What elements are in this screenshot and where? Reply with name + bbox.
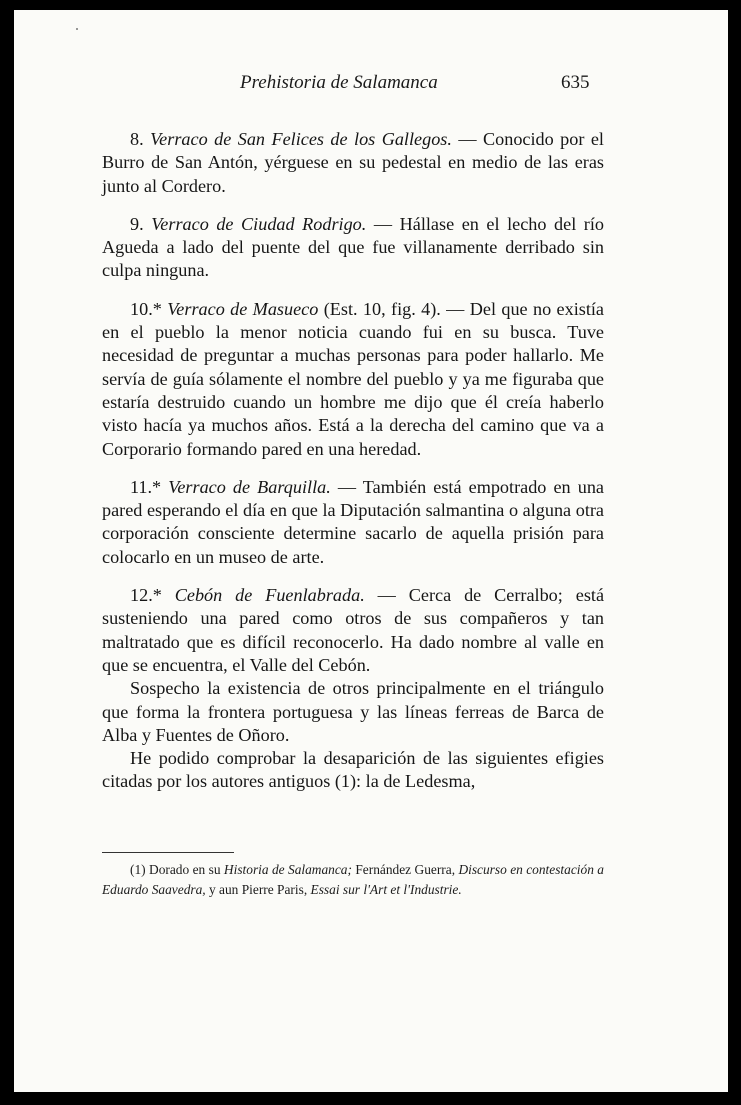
- paragraph-plain: He podido comprobar la desaparición de las siguientes efigies citadas por los autores antiguos (1): la de Ledesma,: [102, 748, 604, 792]
- book-page: [14, 10, 728, 1092]
- item-number: 12.*: [130, 585, 162, 606]
- item-title: Verraco de San Felices de los Gallegos.: [150, 129, 452, 149]
- footnote-citation: Discurso en contestación a Eduardo Saavedra,: [102, 862, 604, 897]
- footnote-text: Dorado en su: [145, 862, 224, 877]
- item-text: — Hállase en el lecho del río Agueda a lado del puente del que fue villanamente derribado sin culpa ninguna.: [102, 213, 605, 281]
- item-title: Verraco de Masueco: [167, 298, 319, 319]
- paragraph-item-11: [102, 476, 604, 569]
- paragraph-plain: Sospecho la existencia de otros principalmente en el triángulo que forma la frontera portuguesa y las líneas ferreas de Barca de Alba y Fuentes de Oñoro.: [102, 678, 604, 745]
- footnote-divider: [102, 852, 234, 853]
- page-header: [14, 72, 728, 102]
- item-text: — Conocido por el Burro de San Antón, yérguese en su pedestal en medio de las eras junto al Cordero.: [102, 129, 604, 196]
- item-text: — También está empotrado en una pared esperando el día en que la Diputación salmantina o alguna otra corporación consciente determine sacarlo de aquella prisión para colocarlo en un museo de arte.: [102, 476, 604, 567]
- paper-speck: [76, 28, 78, 30]
- paragraph-item-12: [102, 584, 604, 677]
- item-number: 9.: [130, 213, 144, 234]
- footnote-text: y aun Pierre Paris,: [205, 881, 311, 897]
- item-number: 8.: [130, 129, 144, 149]
- item-text: — Cerca de Cerralbo; está susteniendo una pared como otros de sus compañeros y tan maltratado que es difícil reconocerlo. Ha dado nombre al valle en que se encuentra, el Valle del Cebón.: [102, 585, 605, 675]
- item-title: Verraco de Barquilla.: [168, 476, 331, 497]
- footnote-citation: Essai sur l'Art et l'Industrie.: [310, 881, 462, 897]
- paragraph-item-10: [102, 298, 604, 461]
- item-text: (Est. 10, fig. 4). — Del que no existía en el pueblo la menor noticia cuando fui en su busca. Tuve necesidad de preguntar a muchas personas para poder hallarlo. Me servía de guía sólamente el nombre del pueblo y ya me figuraba que estaría destruido cuando un hombre me dijo que él creía haberlo visto hacía ya muchos años. Está a la derecha del camino que va a Corporario formando pared en una heredad.: [102, 298, 605, 459]
- running-title: Prehistoria de Salamanca: [240, 72, 438, 93]
- item-title: Cebón de Fuenlabrada.: [174, 585, 365, 606]
- footnote: [102, 860, 604, 899]
- paragraph-item-8: [102, 128, 604, 198]
- item-title: Verraco de Ciudad Rodrigo.: [151, 213, 367, 234]
- footnote-marker: (1): [130, 862, 146, 877]
- footnote-citation: Historia de Salamanca;: [223, 862, 352, 877]
- page-number: 635: [561, 72, 590, 93]
- item-number: 11.*: [130, 476, 162, 497]
- item-number: 10.*: [130, 298, 162, 319]
- footnote-text: Fernández Guerra,: [351, 862, 459, 877]
- paragraph-item-9: [102, 213, 604, 283]
- body-text: [102, 128, 604, 794]
